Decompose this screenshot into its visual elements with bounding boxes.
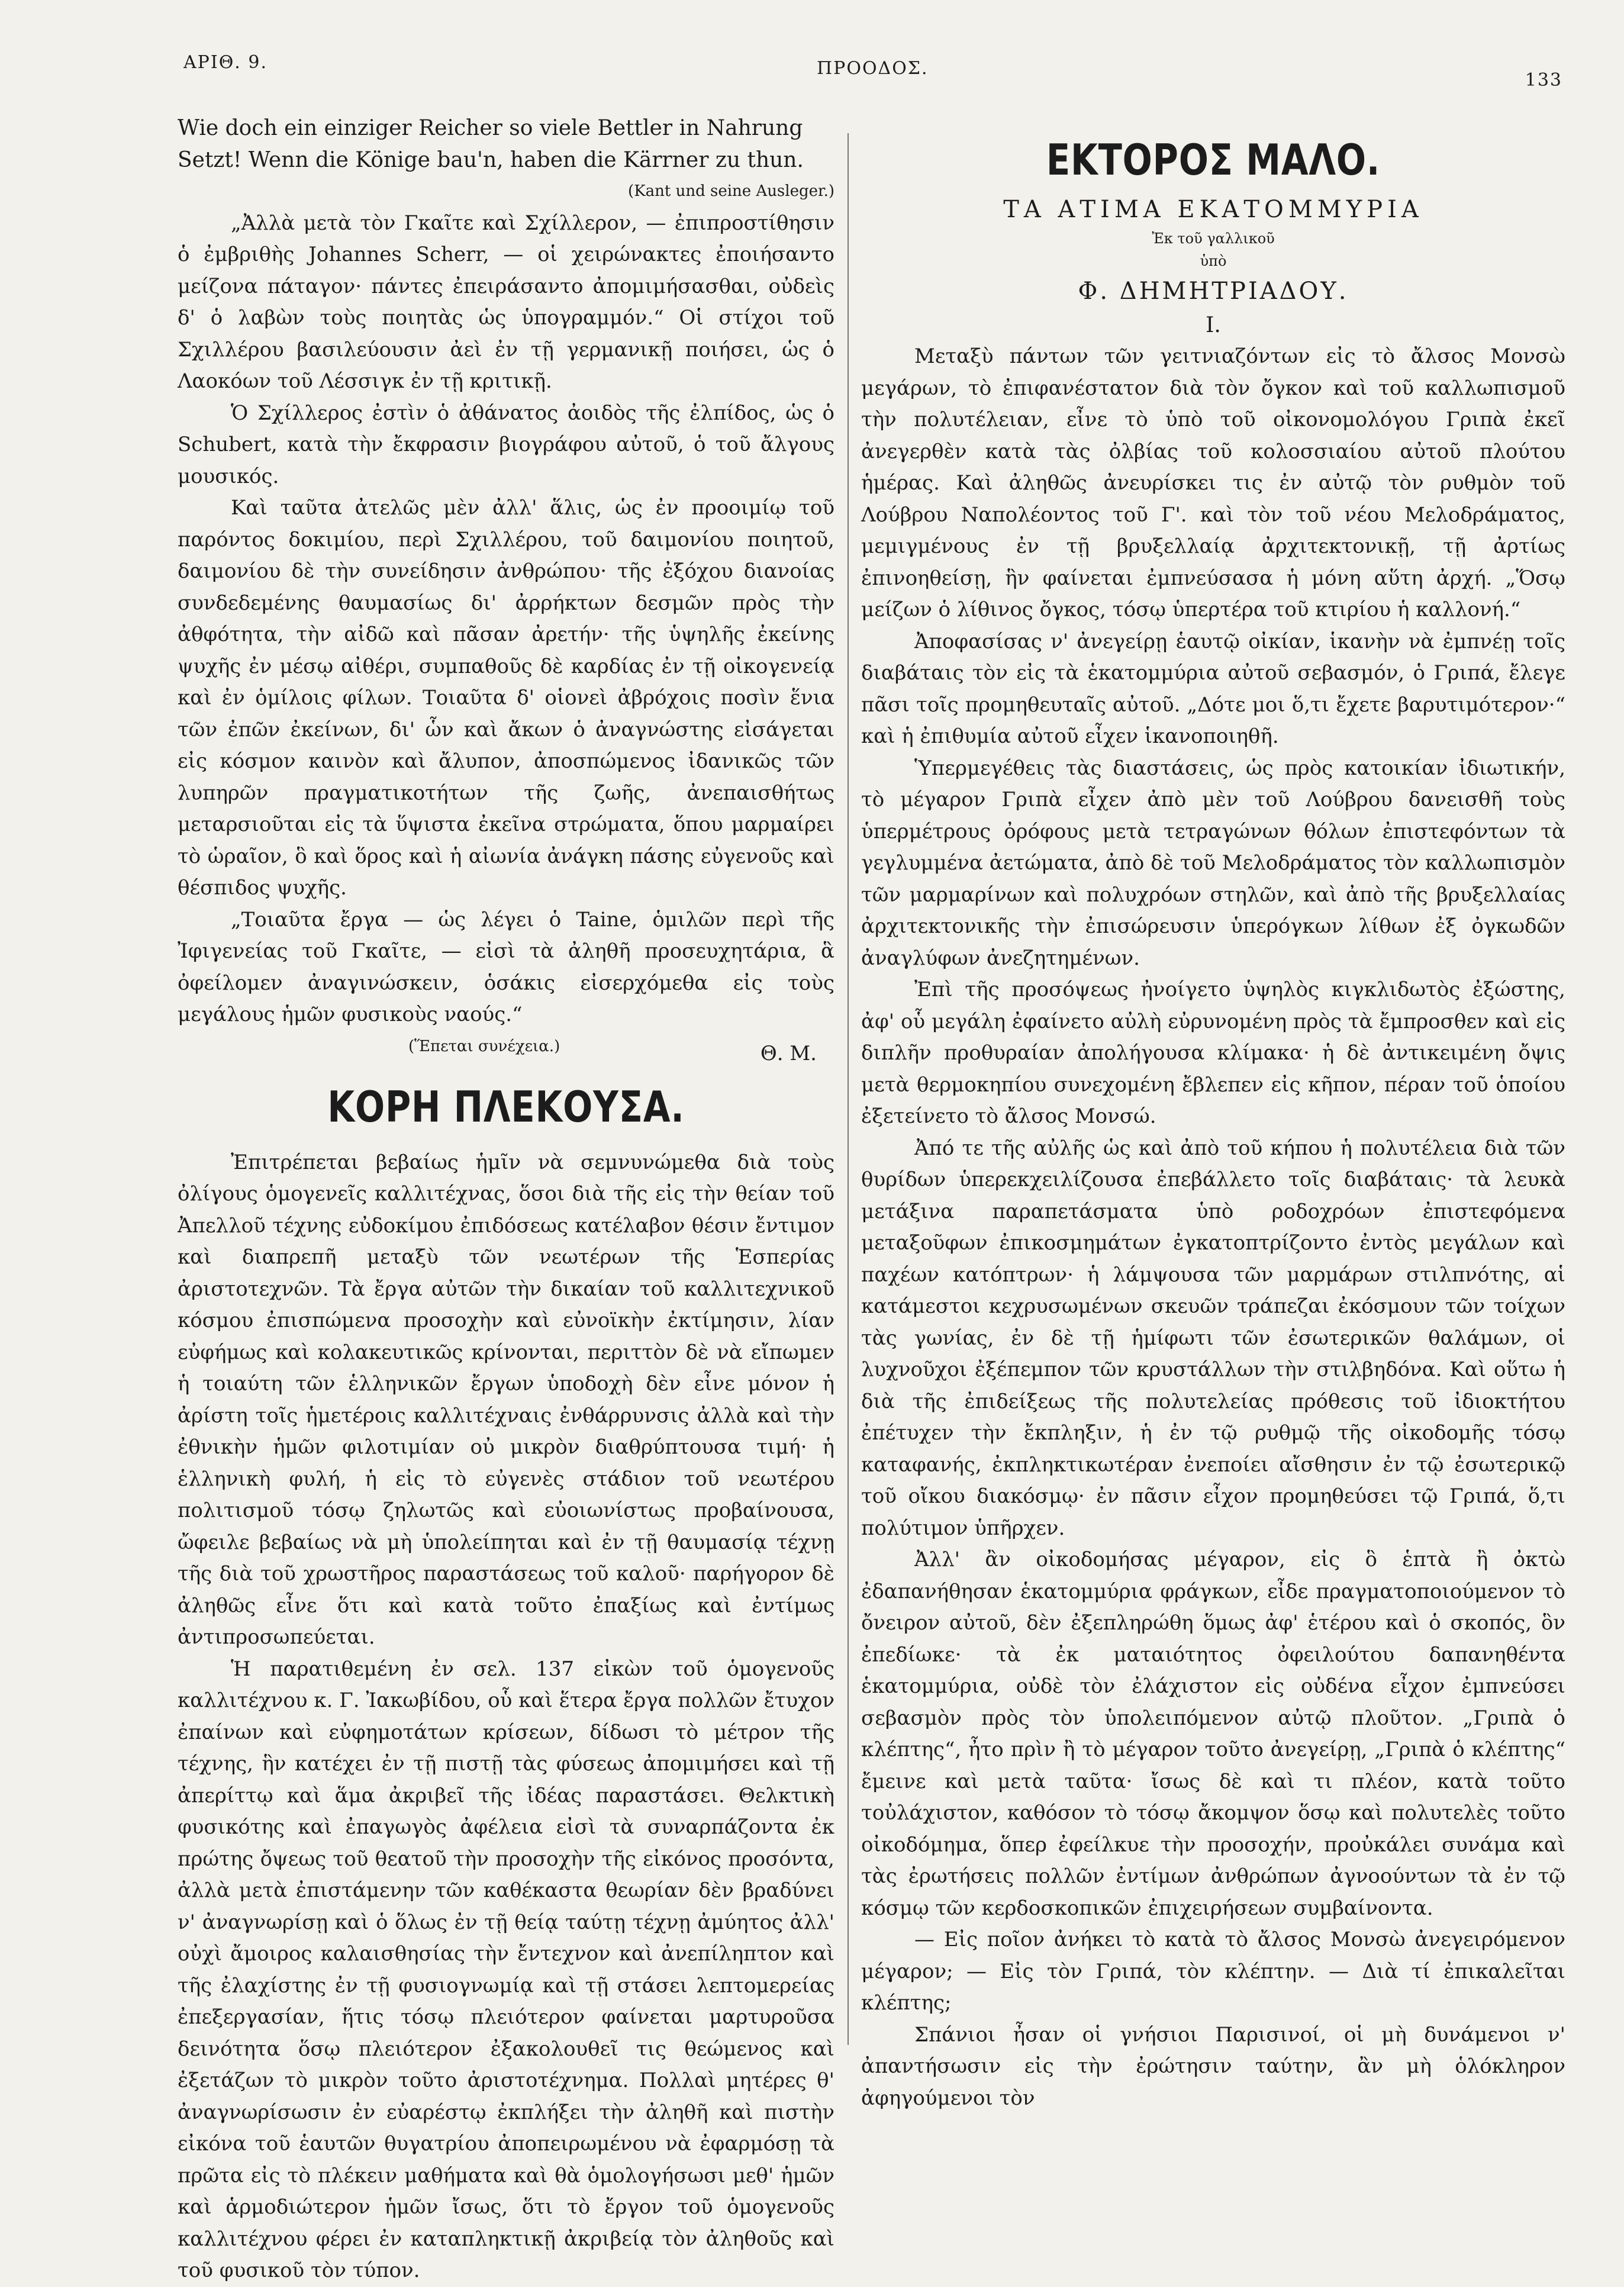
translated-from: Ἐκ τοῦ γαλλικοῦ (1152, 230, 1275, 247)
journal-title: ΠΡΟΟΔΟΣ. (817, 58, 929, 79)
serial-paragraph: — Εἰς ποῖον ἀνήκει τὸ κατὰ τὸ ἄλσος Μονσὼ ἀνεγειρόμενον μέγαρον; — Εἰς τὸν Γριπά, τὸν κλέπτην. — Διὰ τί ἐπικαλεῖται κλέπτης; (861, 1928, 1565, 2015)
author-signature: Θ. Μ. (760, 1041, 817, 1065)
serial-paragraph: Ἀλλ' ἂν οἰκοδομήσας μέγαρον, εἰς ὃ ἑπτὰ ἢ ὀκτὼ ἐδαπανήθησαν ἑκατομμύρια φράγκων, εἶδε πραγματοποιούμενον τὸ ὄνειρον αὐτοῦ, δὲν ἐξεπληρώθη ὅμως ἀφ' ἑτέρου καὶ ὁ σκοπός, ὃν ἐπεδίωκε· τὰ ἐκ ματαιότητος ὀφειλούτου δαπανηθέντα ἑκατομμύρια, οὐδὲ τὸν ἐλάχιστον εἰς οὐδένα εἶχον ἐμπνεύσει σεβασμὸν πρὸς τὸν ὑπολειπόμενον αὐτῷ πλοῦτον. „Γριπὰ ὁ κλέπτης“, ἦτο πρὶν ἢ τὸ μέγαρον τοῦτο ἀνεγείρῃ, „Γριπὰ ὁ κλέπτης“ ἔμεινε καὶ μετὰ ταῦτα· ἴσως δὲ καὶ τι πλέον, κατὰ τοῦτο τοὐλάχιστον, καθόσον τὸ τόσῳ ἄκομψον ὅσῳ καὶ πολυτελὲς τοῦτο οἰκοδόμημα, ὅπερ ἐφείλκυε τὴν προσοχήν, προὐκάλει συνάμα καὶ τὰς ἐρωτήσεις πολλῶν ἐντίμων ἀνθρώπων ἀγνοούντων τὰ ἐν τῷ κόσμῳ τῶν κερδοσκοπικῶν ἐπιχειρήσεων συμβαίνοντα. (861, 1548, 1565, 1920)
page-number: 133 (1525, 70, 1562, 91)
serial-headline: ΕΚΤΟΡΟΣ ΜΑΛΟ. (1046, 135, 1381, 185)
serial-paragraph: Σπάνιοι ἦσαν οἱ γνήσιοι Παρισινοί, οἱ μὴ δυνάμενοι ν' ἀπαντήσωσιν εἰς τὴν ἐρώτησιν ταύτην, ἂν μὴ ὁλόκληρον ἀφηγούμενοι τὸν (861, 2022, 1565, 2110)
serial-paragraph: Ἀπό τε τῆς αὐλῆς ὡς καὶ ἀπὸ τοῦ κήπου ἡ πολυτέλεια διὰ τῶν θυρίδων ὑπερεκχειλίζουσα ἐπεβάλλετο τοῖς διαβάταις· τὰ λευκὰ μετάξινα παραπετάσματα ὑπὸ ροδοχρόων ἐπιστεφόμενα μεταξοῦφων ἐπικοσμημάτων ἐγκατοπτρίζοντο ἐντὸς μεγάλων καὶ παχέων κατόπτρων· ἡ λάμψουσα τῶν μαρμάρων στιλπνότης, αἱ κατάμεστοι κεχρυσωμένων σκευῶν τράπεζαι ἐκόσμουν τῶν τοίχων τὰς γωνίας, ἐν δὲ τῇ ἡμίφωτι τῶν ἐσωτερικῶν θαλάμων, οἱ λυχνοῦχοι ἐξέπεμπον τῶν κρυστάλλων τὴν στιλβηδόνα. Καὶ οὕτω ἡ διὰ τῆς ἐπιδείξεως τῆς πολυτελείας πρόθεσις τοῦ ἰδιοκτήτου ἐπέτυχεν τὴν ἔκπληξιν, ἡ ἐν τῷ ρυθμῷ τῆς οἰκοδομῆς τόσῳ καταφανής, ἐκπληκτικωτέραν ἐνεποίει αἴσθησιν ἐν τῷ ἐσωτερικῷ τοῦ οἴκου διακόσμῳ· ἐν πᾶσιν εἶχον προμηθεύσει τῷ Γριπά, ὅ,τι πολύτιμον ὑπῆρχεν. (861, 1136, 1565, 1540)
serial-subtitle: ΤΑ ΑΤΙΜΑ ΕΚΑΤΟΜΜΥΡΙΑ (1003, 196, 1423, 223)
verse-line: Wie doch ein einziger Reicher so viele Bettler in Nahrung (178, 116, 803, 140)
right-column (861, 112, 1565, 2110)
serial-paragraph: Μεταξὺ πάντων τῶν γειτνιαζόντων εἰς τὸ ἄλσος Μονσὼ μεγάρων, τὸ ἐπιφανέστατον διὰ τὸν ὄγκον καὶ τοῦ καλλωπισμοῦ τὴν πολυτέλειαν, εἶνε τὸ ὑπὸ τοῦ οἰκονομολόγου Γριπὰ ἐκεῖ ἀνεγερθὲν κατὰ τὰς ὀλβίας τοῦ κολοσσιαίου αὐτοῦ πλούτου ἡμέρας. Καὶ ἀληθῶς ἀνευρίσκει τις ἐν αὐτῷ τὸν ρυθμὸν τοῦ Λούβρου Ναπολέοντος τοῦ Γ'. καὶ τὸν τοῦ νέου Μελοδράματος, μεμιγμένους ἐν τῇ βρυξελλαίᾳ ἀρχιτεκτονικῇ, τῇ ἀρτίως ἐπινοηθείσῃ, ἣν φαίνεται ἐμπνεύσασα ἡ μόνη αὕτη ἀρχή. „Ὅσῳ μείζων ὁ λίθινος ὄγκος, τόσῳ ὑπερτέρα τοῦ κτιρίου ἡ καλλονή.“ (861, 344, 1565, 621)
article-headline: ΚΟΡΗ ΠΛΕΚΟΥΣΑ. (327, 1081, 685, 1132)
article-paragraph: Ἡ παρατιθεμένη ἐν σελ. 137 εἰκὼν τοῦ ὁμογενοῦς καλλιτέχνου κ. Γ. Ἰακωβίδου, οὗ καὶ ἕτερα ἔργα πολλῶν ἔτυχον ἐπαίνων καὶ εὐφημοτάτων κρίσεων, δίδωσι τὸ μέτρον τῆς τέχνης, ἣν κατέχει ἐν τῇ πιστῇ τὰς φύσεως ἀπομιμήσει καὶ τῇ ἀπερίττῳ καὶ ἅμα ἀκριβεῖ τῆς ἰδέας παραστάσει. Θελκτικὴ φυσικότης καὶ ἐπαγωγὸς ἀφέλεια εἰσὶ τὰ συναρπάζοντα ἐκ πρώτης ὄψεως τοῦ θεατοῦ τὴν προσοχὴν τῆς εἰκόνος προσόντα, ἀλλὰ μετὰ ἐπιστάμενην τῶν καθέκαστα θεωρίαν δὲν βραδύνει ν' ἀναγνωρίσῃ καὶ ὁ ὅλως ἐν τῇ θείᾳ ταύτῃ τέχνῃ ἀμύητος ἀλλ' οὐχὶ ἄμοιρος καλαισθησίας τὴν ἔντεχνον καὶ ἀνεπίληπτον καὶ τῆς ἐλαχίστης ἐν τῇ φυσιογνωμίᾳ καὶ τῇ στάσει λεπτομερείας ἐπεξεργασίαν, ἥτις τόσῳ πλειότερον φαίνεται μαρτυροῦσα δεινότητα ὅσῳ πλειότερον ἐξακολουθεῖ τις θεώμενος καὶ ἐξετάζων τὸ μικρὸν τοῦτο ἀριστοτέχνημα. Πολλαὶ μητέρες θ' ἀναγνωρίσωσιν ἐν εὐαρέστῳ ἐκπλήξει τὴν ἀληθῆ καὶ πιστὴν εἰκόνα τοῦ ἑαυτῶν θυγατρίου ἀποπειρωμένου νὰ ἐφαρμόσῃ τὰ πρῶτα εἰς τὸ πλέκειν μαθήματα καὶ θὰ ὁμολογήσωσι μεθ' ἡμῶν καὶ ἁρμοδιώτερον ἡμῶν ἴσως, ὅτι τὸ ἔργον τοῦ ὁμογενοῦς καλλιτέχνου φέρει ἐν καταπληκτικῇ ἀκριβείᾳ τὸν ἀληθοῦς καὶ τοῦ φυσικοῦ τὸν τύπον. (178, 1657, 834, 2282)
article-paragraph: Καὶ ταῦτα ἀτελῶς μὲν ἀλλ' ἅλις, ὡς ἐν προοιμίῳ τοῦ παρόντος δοκιμίου, περὶ Σχιλλέρου, τοῦ δαιμονίου ποιητοῦ, δαιμονίου δὲ τὴν συνείδησιν ἀνθρώπου· τῆς ἐξόχου διανοίας συνδεδεμένης θαυμασίως δι' ἀρρήκτων δεσμῶν πρὸς τὴν ἀθφότητα, τὴν αἰδῶ καὶ πᾶσαν ἀρετήν· τῆς ὑψηλῆς ἐκείνης ψυχῆς ἐν μέσῳ αἰθέρι, συμπαθοῦς δὲ καρδίας ἐν τῇ οἰκογενείᾳ καὶ ἐν ὁμίλοις φίλων. Τοιαῦτα δ' οἱονεὶ ἀβρόχοις ποσὶν ἕνια τῶν ἐπῶν ἐκείνων, δι' ὧν καὶ ἄκων ὁ ἀναγνώστης εἰσάγεται εἰς κόσμον καινὸν καὶ ἄλυπον, ἀποσπώμενος ἰδανικῶς τῶν λυπηρῶν πραγματικοτήτων τῆς ζωῆς, ἀνεπαισθήτως μεταρσιοῦται εἰς τὰ ὕψιστα ἐκεῖνα στρώματα, ὅπου μαρμαίρει τὸ ὡραῖον, ὃ καὶ ὅρος καὶ ἡ αἰωνία ἀνάγκη πάσης εὐγενοῦς καὶ θέσπιδος ψυχῆς. (178, 496, 834, 900)
verse-line: Setzt! Wenn die Könige bau'n, haben die Kärrner zu thun. (178, 147, 804, 172)
article-paragraph: Ἐπιτρέπεται βεβαίως ἡμῖν νὰ σεμνυνώμεθα διὰ τοὺς ὀλίγους ὁμογενεῖς καλλιτέχνας, ὅσοι διὰ τῆς εἰς τὴν θείαν τοῦ Ἀπελλοῦ τέχνης εὐδοκίμου ἐπιδόσεως κατέλαβον θέσιν ἔντιμον καὶ διαπρεπῆ μεταξὺ τῶν νεωτέρων τῆς Ἑσπερίας ἀριστοτεχνῶν. Τὰ ἔργα αὐτῶν τὴν δικαίαν τοῦ καλλιτεχνικοῦ κόσμου ἐπισπώμενα προσοχὴν καὶ εὐνοϊκὴν ἐκτίμησιν, λίαν εὐφήμως καὶ κολακευτικῶς κρίνονται, περιττὸν δὲ νὰ εἴπωμεν ἡ τοιαύτη τῶν ἑλληνικῶν ἔργων ὑποδοχὴ δὲν εἶνε μόνον ἡ ἀρίστη τοῖς ἡμετέροις καλλιτέχναις ἐνθάρρυνσις ἀλλὰ καὶ τὴν ἐθνικὴν ἡμῶν φιλοτιμίαν οὐ μικρὸν διαθρύπτουσα τιμή· ἡ ἑλληνικὴ φυλή, ἡ εἰς τὸ εὐγενὲς στάδιον τοῦ νεωτέρου πολιτισμοῦ τόσῳ ζηλωτῶς καὶ εὐοιωνίστως προβαίνουσα, ὤφειλε βεβαίως νὰ μὴ ὑπολείπηται καὶ ἐν τῇ θαυμασίᾳ τέχνῃ τῆς διὰ τοῦ χρωστῆρος παραστάσεως τοῦ καλοῦ· παρήγορον δὲ ἀληθῶς εἶνε ὅτι καὶ κατὰ τοῦτο ἐπαξίως καὶ ἐντίμως ἀντιπροσωπεύεται. (178, 1150, 834, 1649)
page-header (178, 52, 1562, 94)
article-paragraph: „Τοιαῦτα ἔργα — ὡς λέγει ὁ Taine, ὁμιλῶν περὶ τῆς Ἰφιγενείας τοῦ Γκαῖτε, — εἰσὶ τὰ ἀληθῆ προσευχητάρια, ἃ ὀφείλομεν ἀναγινώσκειν, ὁσάκις εἰσερχόμεθα εἰς τοὺς μεγάλους ἡμῶν φυσικοὺς ναούς.“ (178, 907, 834, 1026)
serial-paragraph: Ἀποφασίσας ν' ἀνεγείρῃ ἑαυτῷ οἰκίαν, ἱκανὴν νὰ ἐμπνέῃ τοῖς διαβάταις τὸν εἰς τὰ ἑκατομμύρια αὐτοῦ σεβασμόν, ὁ Γριπά, ἔλεγε πᾶσι τοῖς προμηθευταῖς αὐτοῦ. „Δότε μοι ὅ,τι ἔχετε βαρυτιμότερον·“ καὶ ἡ ἐπιθυμία αὐτοῦ εἶχεν ἱκανοποιηθῆ. (861, 629, 1565, 748)
by-word: ὑπὸ (1200, 253, 1227, 269)
column-divider (848, 133, 849, 2045)
issue-number: ΑΡΙΘ. 9. (183, 52, 268, 73)
continued-note: (Ἕπεται συνέχεια.) (408, 1037, 560, 1055)
article-paragraph: Ὁ Σχίλλερος ἐστὶν ὁ ἀθάνατος ἀοιδὸς τῆς ἐλπίδος, ὡς ὁ Schubert, κατὰ τὴν ἔκφρασιν βιογράφου αὐτοῦ, ὁ τοῦ ἄλγους μουσικός. (178, 401, 834, 488)
serial-paragraph: Ὑπερμεγέθεις τὰς διαστάσεις, ὡς πρὸς κατοικίαν ἰδιωτικήν, τὸ μέγαρον Γριπὰ εἶχεν ἀπὸ μὲν τοῦ Λούβρου δανεισθῆ τοὺς ὑπερμέτρους ὀρόφους μετὰ τετραγώνων θόλων ἐπιστεφόντων τὰ γεγλυμμένα ἀετώματα, ἀπὸ δὲ τοῦ Μελοδράματος τὸν καλλωπισμὸν τῶν μαρμαρίνων καὶ πολυχρόων στηλῶν, καὶ ἀπὸ τῆς βρυξελλαίας ἀρχιτεκτονικῆς τὴν ἐπισώρευσιν ὑπερόγκων λίθων ἐξ ὀγκωδῶν ἀναγλύφων ἀνεζητημένων. (861, 756, 1565, 970)
left-column (178, 112, 834, 2282)
article-footer (178, 1031, 834, 1064)
article-paragraph: „Ἀλλὰ μετὰ τὸν Γκαῖτε καὶ Σχίλλερον, — ἐπιπροστίθησιν ὁ ἐμβριθὴς Johannes Scherr, — οἱ χειρώνακτες ἐποιήσαντο μείζονα πάταγον· πάντες ἐπειράσαντο ἀπομιμήσασθαι, οὐδεὶς δ' ὁ λαβὼν τοὺς ποιητὰς ὡς ὑπογραμμόν.“ Οἱ στίχοι τοῦ Σχιλλέρου βασιλεύουσιν ἀεὶ ἐν τῇ γερμανικῇ ποιήσει, ὡς ὁ Λαοκόων τοῦ Λέσσιγκ ἐν τῇ κριτικῇ. (178, 211, 834, 393)
translator-name: Φ. ΔΗΜΗΤΡΙΑΔΟΥ. (1078, 278, 1349, 305)
section-number: Ι. (1206, 313, 1221, 337)
serial-paragraph: Ἐπὶ τῆς προσόψεως ἠνοίγετο ὑψηλὸς κιγκλιδωτὸς ἐξώστης, ἀφ' οὗ μεγάλη ἐφαίνετο αὐλὴ εὐρυνομένη πρὸς τὰ ἔμπροσθεν καὶ εἰς διπλῆν προθυραίαν ἀπολήγουσα κλίμακα· ἡ δὲ ἀντικειμένη ὄψις μετὰ θερμοκηπίου συνεχομένη ἔβλεπεν εἰς κῆπον, πέραν τοῦ ὁποίου ἐξετείνετο τὸ ἄλσος Μονσώ. (861, 978, 1565, 1128)
verse-source: (Kant und seine Ausleger.) (628, 182, 834, 200)
